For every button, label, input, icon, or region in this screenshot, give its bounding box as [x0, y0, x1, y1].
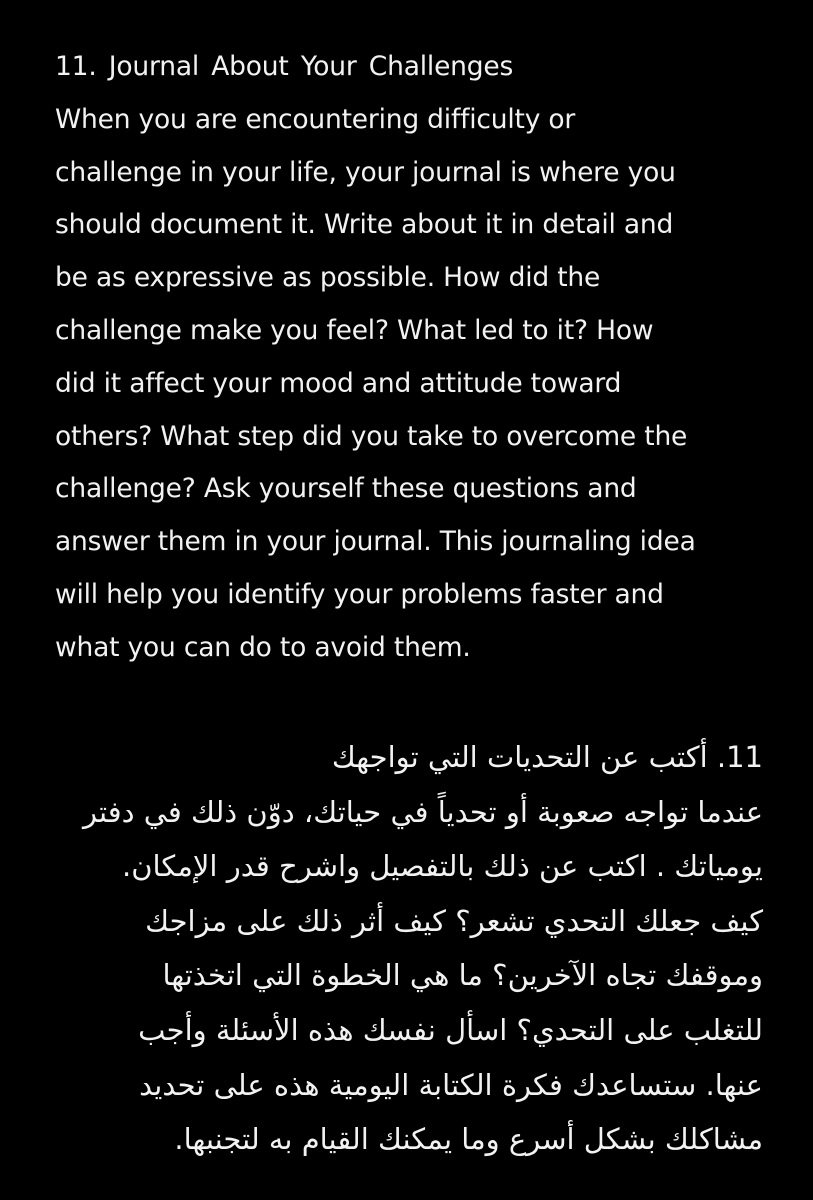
english-line-2: challenge in your life, your journal is where you	[55, 156, 676, 188]
english-line-3: should document it. Write about it in detail and	[55, 209, 674, 241]
arabic-line-1: عندما تواجه صعوبة أو تحدياً في حياتك، دوّن ذلك في دفتر	[83, 794, 763, 829]
english-line-10: will help you identify your problems faster and	[55, 578, 664, 610]
arabic-line-4: وموقفك تجاه الآخرين؟ ما هي الخطوة التي اتخذتها	[162, 958, 763, 993]
arabic-line-7: مشاكلك بشكل أسرع وما يمكنك القيام به لتجنبها.	[174, 1122, 763, 1157]
english-line-5: challenge make you feel? What led to it? How	[55, 314, 654, 346]
arabic-section	[43, 730, 763, 1167]
english-line-1: When you are encountering difficulty or	[55, 103, 576, 135]
english-line-8: challenge? Ask yourself these questions and	[55, 473, 637, 505]
arabic-line-6: عنها. ستساعدك فكرة الكتابة اليومية هذه على تحديد	[139, 1067, 763, 1102]
arabic-line-5: للتغلب على التحدي؟ اسأل نفسك هذه الأسئلة وأجب	[138, 1012, 763, 1047]
english-line-6: did it affect your mood and attitude toward	[55, 367, 622, 399]
arabic-title: 11. أكتب عن التحديات التي تواجهك	[331, 740, 763, 774]
english-line-9: answer them in your journal. This journaling idea	[55, 526, 696, 558]
english-line-11: what you can do to avoid them.	[55, 631, 471, 663]
arabic-line-2: يومياتك . اكتب عن ذلك بالتفصيل واشرح قدر الإمكان.	[121, 849, 763, 884]
english-line-4: be as expressive as possible. How did the	[55, 262, 601, 294]
arabic-line-3: كيف جعلك التحدي تشعر؟ كيف أثر ذلك على مزاجك	[145, 903, 763, 938]
english-line-7: others? What step did you take to overcome the	[55, 420, 688, 452]
english-title: 11. Journal About Your Challenges	[55, 51, 514, 82]
english-section	[55, 41, 775, 675]
